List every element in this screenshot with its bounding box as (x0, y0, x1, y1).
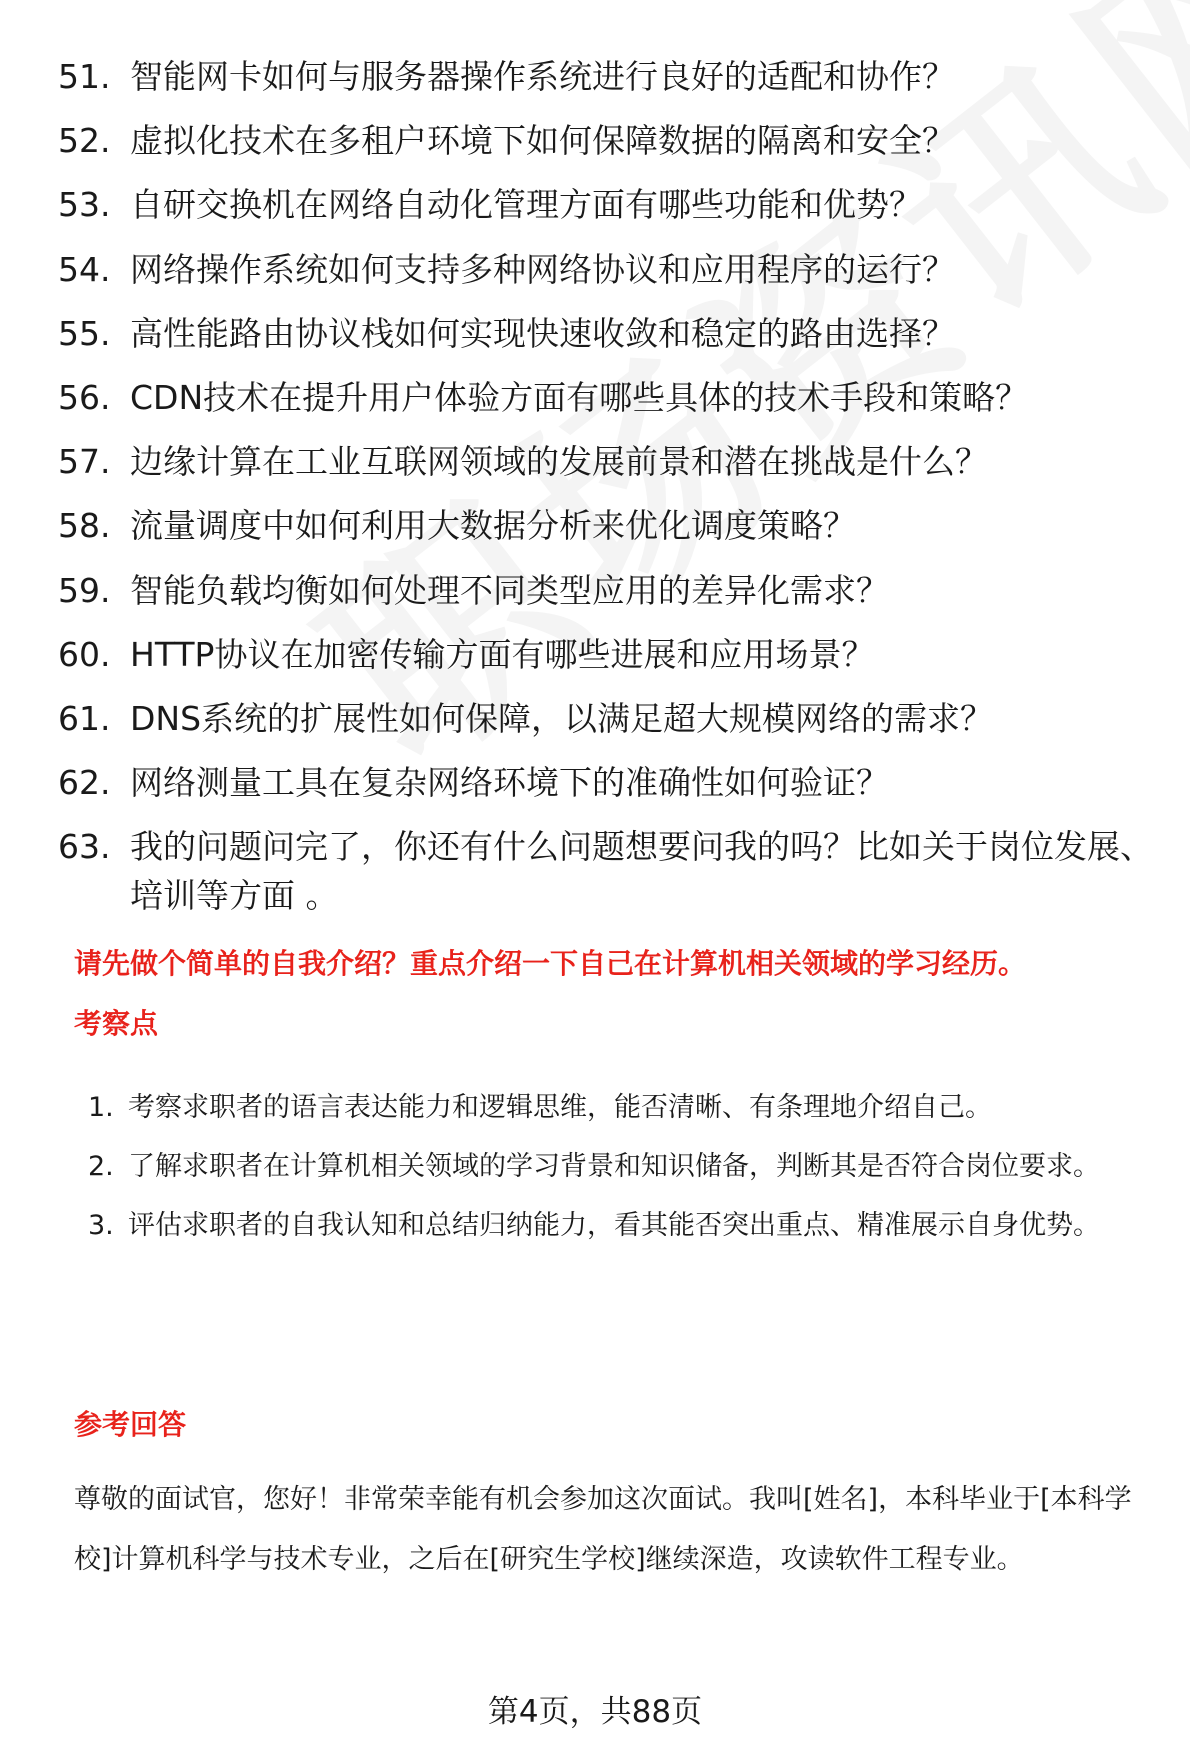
question-number: 55. (58, 313, 111, 353)
question-item (58, 116, 1158, 165)
question-item (58, 694, 1158, 743)
question-text: 智能网卡如何与服务器操作系统进行良好的适配和协作？ (130, 57, 955, 96)
reference-answer-text: 尊敬的面试官，您好！非常荣幸能有机会参加这次面试。我叫[姓名]，本科毕业于[本科学校]计算机科学与技术专业，之后在[研究生学校]继续深造，攻读软件工程专业。 (74, 1484, 1132, 1575)
question-item (58, 373, 1158, 422)
question-text: 我的问题问完了，你还有什么问题想要问我的吗？比如关于岗位发展、培训等方面 。 (130, 827, 1153, 916)
question-number: 52. (58, 121, 111, 161)
question-item (58, 758, 1158, 807)
question-text: 网络操作系统如何支持多种网络协议和应用程序的运行？ (130, 249, 955, 289)
question-item (58, 501, 1158, 550)
question-number: 61. (58, 698, 111, 738)
point-text: 了解求职者在计算机相关领域的学习背景和知识储备，判断其是否符合岗位要求。 (128, 1151, 1100, 1182)
evaluation-points-list (88, 1078, 1156, 1255)
point-text: 考察求职者的语言表达能力和逻辑思维，能否清晰、有条理地介绍自己。 (128, 1092, 992, 1123)
question-text: 流量调度中如何利用大数据分析来优化调度策略？ (130, 506, 856, 546)
question-text: CDN技术在提升用户体验方面有哪些具体的技术手段和策略？ (130, 377, 1029, 417)
question-number: 58. (58, 506, 111, 546)
question-item (58, 52, 1158, 101)
question-number: 53. (58, 185, 111, 225)
point-number: 3. (88, 1210, 114, 1241)
question-text: 虚拟化技术在多租户环境下如何保障数据的隔离和安全？ (130, 121, 955, 161)
question-number: 57. (58, 442, 111, 482)
question-number: 60. (58, 634, 111, 674)
evaluation-point (88, 1196, 1156, 1255)
question-item (58, 180, 1158, 229)
interview-question-heading: 请先做个简单的自我介绍？重点介绍一下自己在计算机相关领域的学习经历。 (74, 947, 1027, 980)
point-number: 2. (88, 1151, 114, 1182)
page-number: 第4页，共88页 (487, 1694, 703, 1730)
question-item (58, 309, 1158, 358)
reference-answer-heading: 参考回答 (74, 1408, 187, 1441)
question-number: 63. (58, 827, 111, 867)
point-number: 1. (88, 1092, 114, 1123)
question-text: HTTP协议在加密传输方面有哪些进展和应用场景？ (130, 634, 875, 674)
question-text: 自研交换机在网络自动化管理方面有哪些功能和优势？ (130, 185, 922, 225)
question-text: 智能负载均衡如何处理不同类型应用的差异化需求？ (130, 570, 889, 610)
question-item (58, 566, 1158, 615)
evaluation-point (88, 1137, 1156, 1196)
question-number: 54. (58, 249, 111, 289)
question-text: 网络测量工具在复杂网络环境下的准确性如何验证？ (130, 763, 889, 803)
question-item (58, 630, 1158, 679)
question-text: DNS系统的扩展性如何保障，以满足超大规模网络的需求？ (130, 698, 994, 738)
question-item (58, 822, 1158, 920)
question-text: 高性能路由协议栈如何实现快速收敛和稳定的路由选择？ (130, 313, 955, 353)
evaluation-point (88, 1078, 1156, 1137)
evaluation-points-heading: 考察点 (74, 1007, 159, 1040)
question-text: 边缘计算在工业互联网领域的发展前景和潜在挑战是什么？ (130, 442, 988, 482)
question-number: 56. (58, 377, 111, 417)
question-number: 62. (58, 763, 111, 803)
point-text: 评估求职者的自我认知和总结归纳能力，看其能否突出重点、精准展示自身优势。 (128, 1210, 1100, 1241)
question-number: 51. (58, 57, 111, 96)
question-list (58, 52, 1158, 935)
question-number: 59. (58, 570, 111, 610)
question-item (58, 437, 1158, 486)
question-item (58, 245, 1158, 294)
